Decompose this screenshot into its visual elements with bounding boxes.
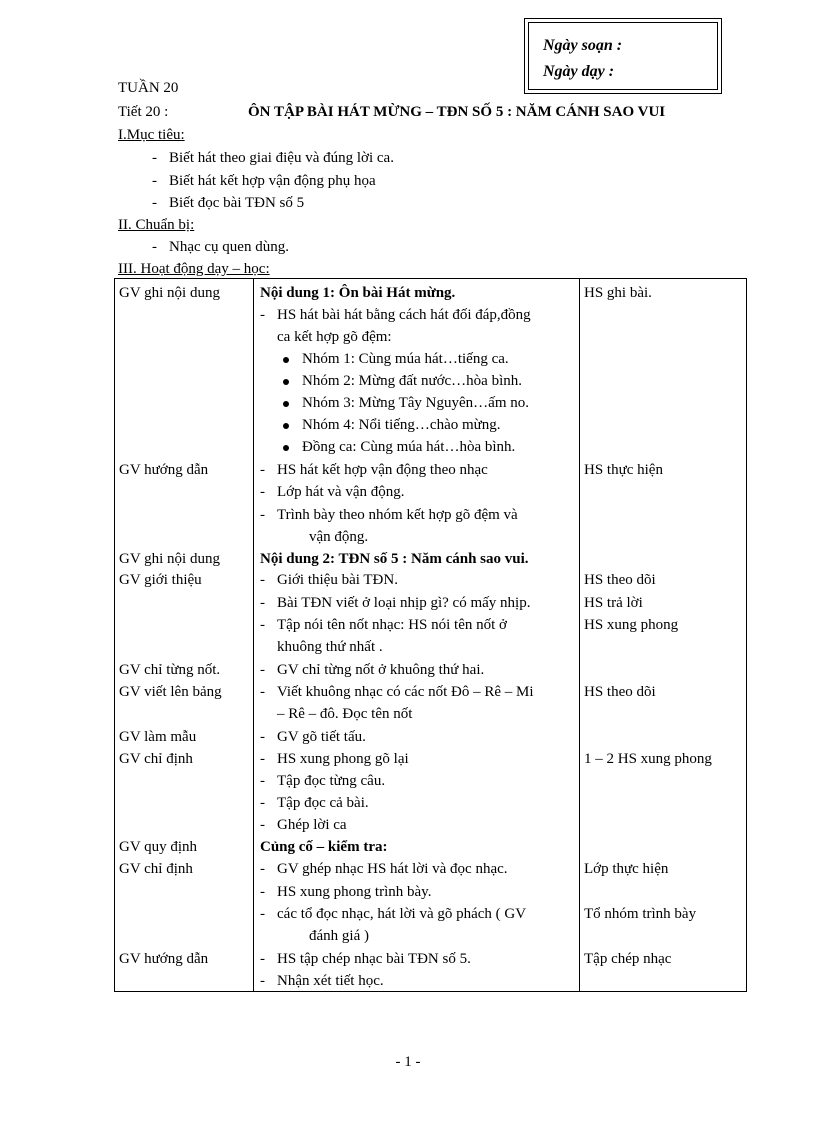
activities-heading: III. Hoạt động dạy – học: xyxy=(118,261,270,277)
content-line: - Ghép lời ca xyxy=(277,815,347,835)
teacher-activity: GV ghi nội dung xyxy=(119,551,220,567)
content-line: - Trình bày theo nhóm kết hợp gõ đệm và xyxy=(277,505,518,525)
teacher-column xyxy=(115,279,254,992)
content-line: - GV gõ tiết tấu. xyxy=(277,727,366,747)
page-number: - 1 - xyxy=(395,1054,421,1070)
teacher-activity: GV hướng dẫn xyxy=(119,951,209,967)
content-line: - HS xung phong trình bày. xyxy=(277,882,431,902)
teacher-activity: GV quy định xyxy=(119,839,198,855)
teacher-activity: GV làm mẫu xyxy=(119,729,197,745)
student-activity: HS trả lời xyxy=(584,595,643,611)
group-item: Nhóm 3: Mừng Tây Nguyên…ấm no. xyxy=(302,395,529,411)
content-column xyxy=(254,279,580,992)
objective-item: - Biết hát theo giai điệu và đúng lời ca. xyxy=(169,148,394,168)
taught-date-label: Ngày dạy : xyxy=(543,63,615,80)
student-activity: HS ghi bài. xyxy=(584,285,652,301)
student-activity: Lớp thực hiện xyxy=(584,861,669,877)
date-box xyxy=(524,18,722,94)
content-line: - HS hát kết hợp vận động theo nhạc xyxy=(277,460,488,480)
content-line: - Giới thiệu bài TĐN. xyxy=(277,570,398,590)
section-title: Củng cố – kiểm tra: xyxy=(260,839,388,855)
student-activity: HS theo dõi xyxy=(584,572,656,588)
student-activity: Tổ nhóm trình bày xyxy=(584,906,697,922)
teacher-activity: GV chỉ định xyxy=(119,751,193,767)
section-title: Nội dung 2: TĐN số 5 : Năm cánh sao vui. xyxy=(260,551,529,567)
content-line: ca kết hợp gõ đệm: xyxy=(277,329,392,345)
preparation-item: - Nhạc cụ quen dùng. xyxy=(169,237,289,257)
student-activity: HS theo dõi xyxy=(584,684,656,700)
preparation-heading: II. Chuẩn bị: xyxy=(118,217,195,233)
content-line: - Lớp hát và vận động. xyxy=(277,482,405,502)
group-item: Nhóm 2: Mừng đất nước…hòa bình. xyxy=(302,373,523,389)
content-line: - HS xung phong gõ lại xyxy=(277,749,409,769)
objectives-heading: I.Mục tiêu: xyxy=(118,127,185,143)
student-activity: HS thực hiện xyxy=(584,462,663,478)
content-line: khuông thứ nhất . xyxy=(277,639,383,655)
content-line: - các tổ đọc nhạc, hát lời và gõ phách ( GV xyxy=(277,904,526,924)
student-activity: Tập chép nhạc xyxy=(584,951,672,967)
objective-item: - Biết hát kết hợp vận động phụ họa xyxy=(169,171,376,191)
content-line: - Nhận xét tiết học. xyxy=(277,971,384,991)
content-line: – Rê – đô. Đọc tên nốt xyxy=(277,706,413,722)
content-line: - GV chỉ từng nốt ở khuông thứ hai. xyxy=(277,660,484,680)
content-line: - Tập đọc cả bài. xyxy=(277,793,369,813)
content-line: - HS hát bài hát bằng cách hát đối đáp,đồng xyxy=(277,305,531,325)
period-label: Tiết 20 : xyxy=(118,104,169,120)
objective-item: - Biết đọc bài TĐN số 5 xyxy=(169,193,304,213)
teacher-activity: GV viết lên bảng xyxy=(119,684,222,700)
student-column xyxy=(580,279,747,992)
teacher-activity: GV chỉ định xyxy=(119,861,193,877)
content-line: đánh giá ) xyxy=(309,928,369,944)
week-label: TUẦN 20 xyxy=(118,80,179,96)
section-title: Nội dung 1: Ôn bài Hát mừng. xyxy=(260,285,456,301)
prepared-date-label: Ngày soạn : xyxy=(543,37,623,54)
content-line: - Viết khuông nhạc có các nốt Đô – Rê – Mi xyxy=(277,682,534,702)
content-line: - HS tập chép nhạc bài TĐN số 5. xyxy=(277,949,471,969)
student-activity: 1 – 2 HS xung phong xyxy=(584,751,712,767)
teacher-activity: GV chỉ từng nốt. xyxy=(119,662,221,678)
content-line: - Tập đọc từng câu. xyxy=(277,771,385,791)
content-line: - Tập nói tên nốt nhạc: HS nói tên nốt ở xyxy=(277,615,507,635)
content-line: - Bài TĐN viết ở loại nhịp gì? có mấy nhịp. xyxy=(277,593,530,613)
teacher-activity: GV ghi nội dung xyxy=(119,285,220,301)
date-box-inner xyxy=(528,22,718,90)
activities-table xyxy=(114,278,747,992)
group-item: Nhóm 1: Cùng múa hát…tiếng ca. xyxy=(302,351,509,367)
group-item: Nhóm 4: Nổi tiếng…chào mừng. xyxy=(302,417,501,433)
teacher-activity: GV hướng dẫn xyxy=(119,462,209,478)
lesson-title: ÔN TẬP BÀI HÁT MỪNG – TĐN SỐ 5 : NĂM CÁNH SAO VUI xyxy=(248,104,666,120)
content-line: - GV ghép nhạc HS hát lời và đọc nhạc. xyxy=(277,859,508,879)
content-line: vận động. xyxy=(309,529,369,545)
teacher-activity: GV giới thiệu xyxy=(119,572,202,588)
student-activity: HS xung phong xyxy=(584,617,679,633)
group-item: Đồng ca: Cùng múa hát…hòa bình. xyxy=(302,439,516,455)
